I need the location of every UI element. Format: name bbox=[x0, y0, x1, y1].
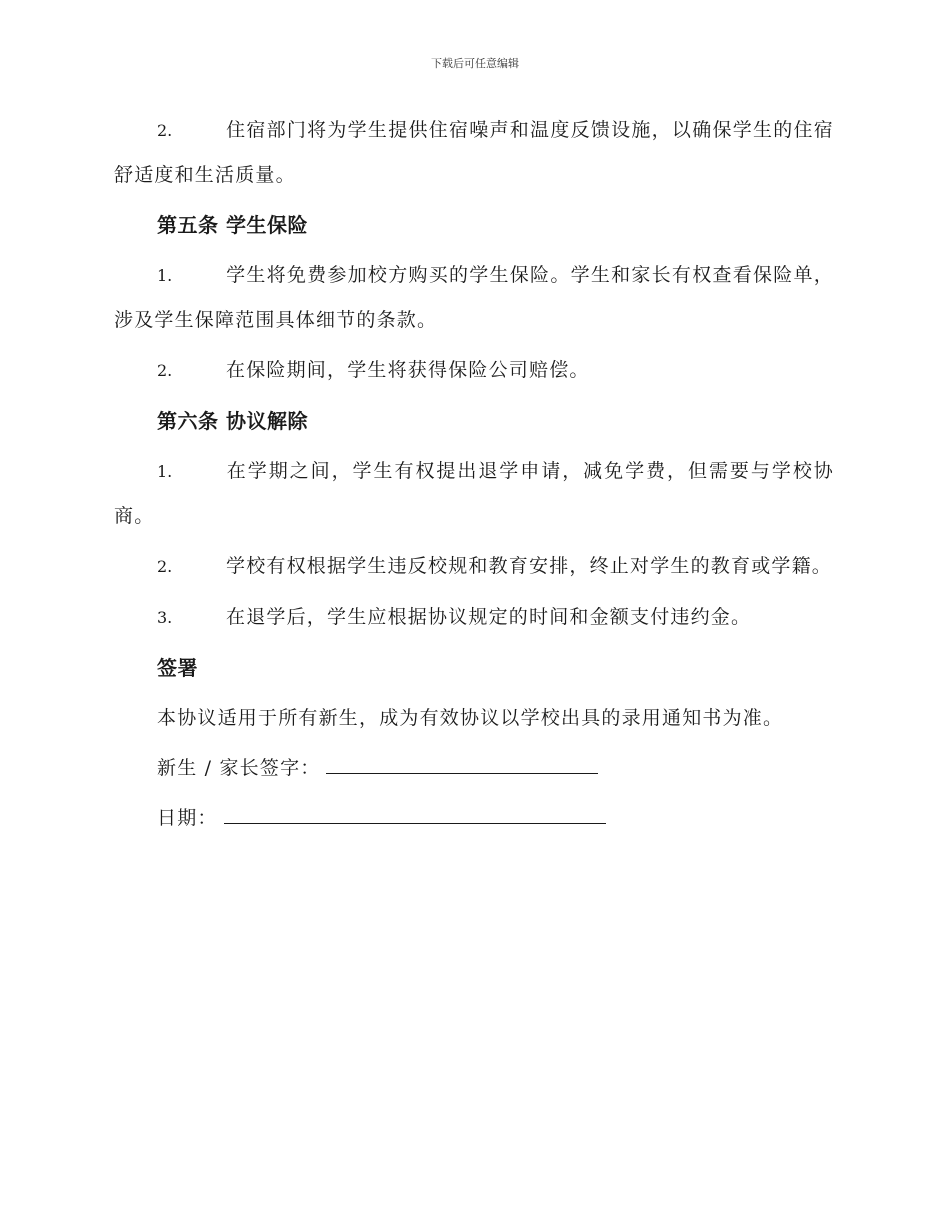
section5-item-2 bbox=[114, 348, 834, 393]
item-text: 在保险期间，学生将获得保险公司赔偿。 bbox=[226, 359, 590, 381]
document-body bbox=[114, 108, 834, 846]
section5-title: 第五条 学生保险 bbox=[157, 213, 308, 237]
section6-item-3 bbox=[114, 595, 834, 640]
signature-label: 新生 / 家长签字： bbox=[157, 757, 321, 779]
signing-statement: 本协议适用于所有新生，成为有效协议以学校出具的录用通知书为准。 bbox=[157, 707, 784, 729]
signature-line bbox=[114, 746, 834, 790]
header-note: 下载后可任意编辑 bbox=[431, 57, 519, 70]
item-text: 住宿部门将为学生提供住宿噪声和温度反馈设施，以确保学生的住宿舒适度和生活质量。 bbox=[114, 119, 834, 186]
item-number: 1. bbox=[157, 462, 173, 481]
signature-blank[interactable] bbox=[326, 772, 598, 774]
date-line bbox=[114, 796, 834, 840]
item-text: 在学期之间，学生有权提出退学申请，减免学费，但需要与学校协商。 bbox=[114, 460, 834, 527]
item-text: 在退学后，学生应根据协议规定的时间和金额支付违约金。 bbox=[226, 606, 752, 628]
signing-title: 签署 bbox=[157, 656, 198, 680]
item-number: 1. bbox=[157, 266, 173, 285]
item-text: 学校有权根据学生违反校规和教育安排，终止对学生的教育或学籍。 bbox=[226, 555, 833, 577]
item-number: 2. bbox=[157, 361, 173, 380]
item-number: 2. bbox=[157, 557, 173, 576]
item-number: 3. bbox=[157, 608, 173, 627]
date-blank[interactable] bbox=[224, 822, 606, 824]
section6-item-2 bbox=[114, 544, 834, 589]
section5-item-1 bbox=[114, 253, 834, 342]
item-text: 学生将免费参加校方购买的学生保险。学生和家长有权查看保险单，涉及学生保障范围具体细节的条款。 bbox=[114, 264, 834, 331]
section4-item-2 bbox=[114, 108, 834, 197]
section6-item-1 bbox=[114, 449, 834, 538]
date-label: 日期： bbox=[157, 807, 218, 829]
item-number: 2. bbox=[157, 121, 173, 140]
section6-title: 第六条 协议解除 bbox=[157, 409, 308, 433]
